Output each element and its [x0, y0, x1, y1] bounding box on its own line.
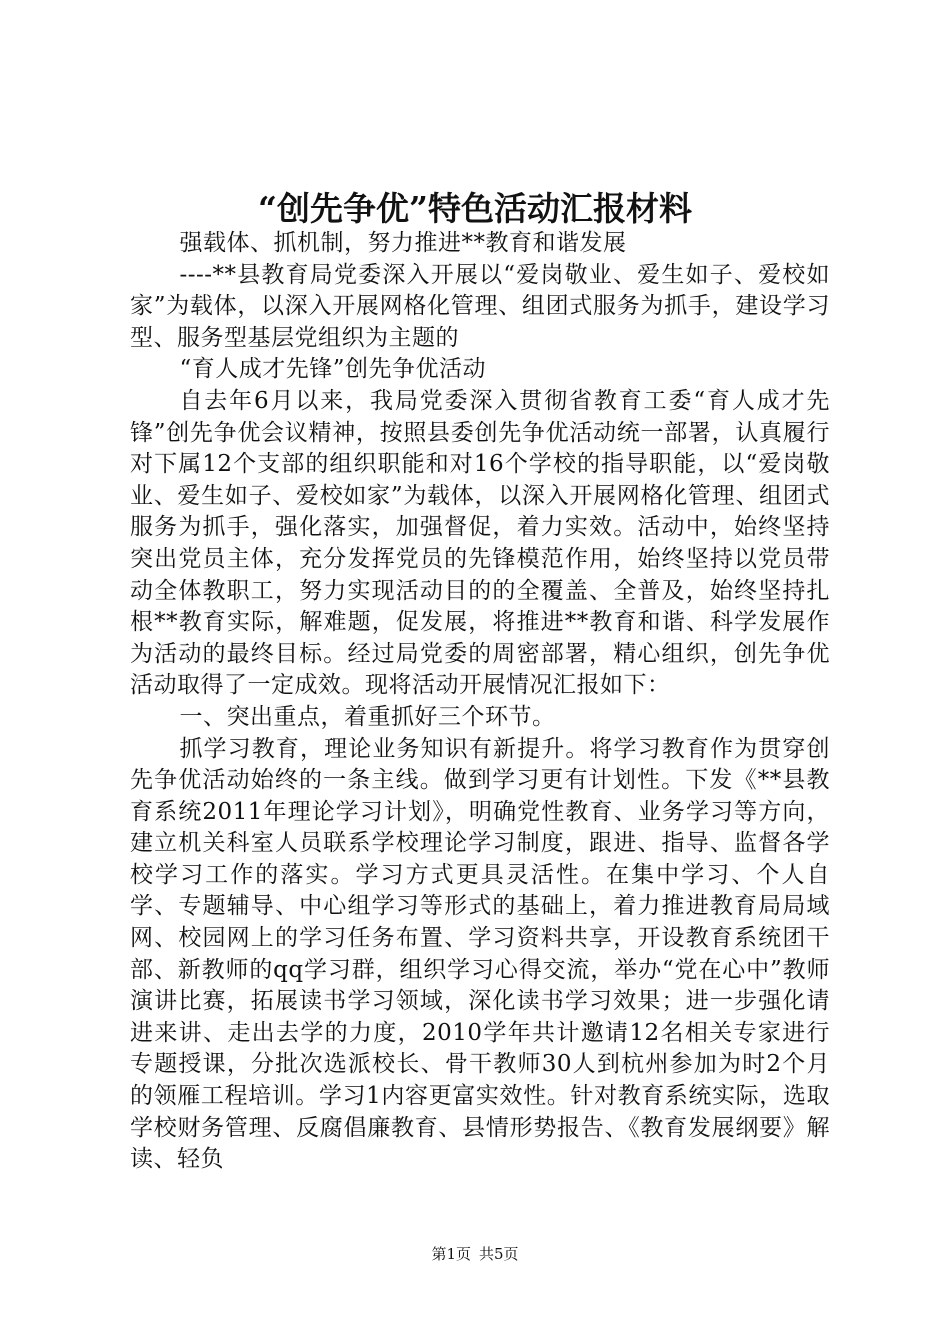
document-body — [130, 228, 830, 1176]
subtitle-paragraph: 强载体、抓机制，努力推进**教育和谐发展 — [179, 230, 627, 256]
page-total: 共5页 — [479, 1245, 519, 1263]
study-paragraph: 抓学习教育，理论业务知识有新提升。将学习教育作为贯穿创先争优活动始终的一条主线。做到学习更有计划性。下发《**县教育系统2011年理论学习计划》，明确党性教育、业务学习等方向，建立机关科室人员联系学校理论学习制度，跟进、指导、监督各学校学习工作的落实。学习方式更具灵活性。在集中学习、个人自学、专题辅导、中心组学习等形式的基础上，着力推进教育局局域网、校园网上的学习任务布置、学习资料共享，开设教育系统团干部、新教师的qq学习群，组织学习心得交流，举办“党在心中”教师演讲比赛，拓展读书学习领域，深化读书学习效果；进一步强化请进来讲、走出去学的力度，2010学年共计邀请12名相关专家进行专题授课，分批次选派校长、骨干教师30人到杭州参加为时2个月的领雁工程培训。学习1内容更富实效性。针对教育系统实际，选取学校财务管理、反腐倡廉教育、县情形势报告、《教育发展纲要》解读、轻负 — [130, 735, 830, 1173]
section-heading: 一、突出重点，着重抓好三个环节。 — [179, 703, 556, 730]
activity-name-paragraph: “育人成才先锋”创先争优活动 — [179, 356, 486, 383]
overview-paragraph: 自去年6月以来，我局党委深入贯彻省教育工委“育人成才先锋”创先争优会议精神，按照县委创先争优活动统一部署，认真履行对下属12个支部的组织职能和对16个学校的指导职能，以“爱岗敬业、爱生如子、爱校如家”为载体，以深入开展网格化管理、组团式服务为抓手，强化落实，加强督促，着力实效。活动中，始终坚持突出党员主体，充分发挥党员的先锋模范作用，始终坚持以党员带动全体教职工，努力实现活动目的的全覆盖、全普及，始终坚持扎根**教育实际，解难题，促发展，将推进**教育和谐、科学发展作为活动的最终目标。经过局党委的周密部署，精心组织，创先争优活动取得了一定成效。现将活动开展情况汇报如下： — [130, 387, 830, 699]
document-title: “创先争优”特色活动汇报材料 — [258, 189, 692, 228]
intro-paragraph: ----**县教育局党委深入开展以“爱岗敬业、爱生如子、爱校如家”为载体，以深入开展网格化管理、组团式服务为抓手，建设学习型、服务型基层党组织为主题的 — [130, 261, 830, 351]
page-footer — [0, 1243, 950, 1265]
page-number: 第1页 — [431, 1245, 471, 1263]
